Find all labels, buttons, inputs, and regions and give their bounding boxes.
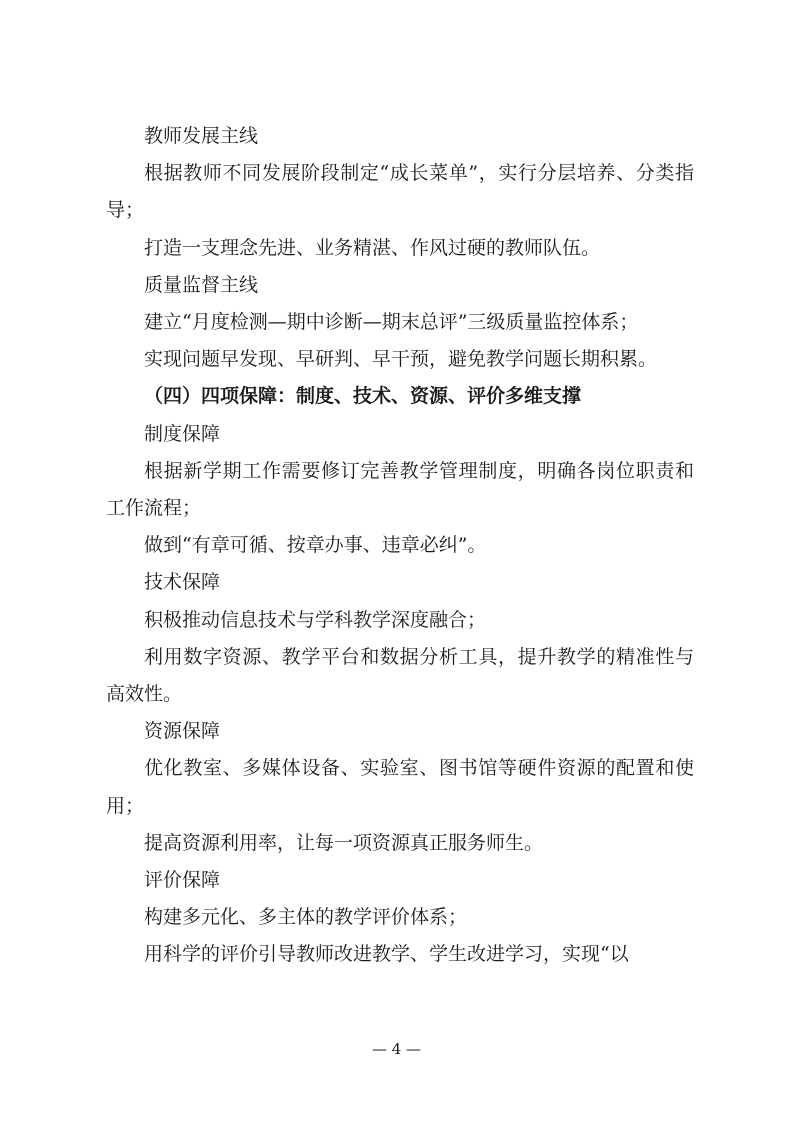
section-heading-four-guarantees: （四）四项保障：制度、技术、资源、评价多维支撑 [144,385,582,408]
subheading-teacher-development: 教师发展主线 [144,125,259,147]
paragraph: 提高资源利用率，让每一项资源真正服务师生。 [144,831,544,854]
paragraph: 做到“有章可循、按章办事、违章必纠”。 [144,534,487,557]
paragraph: 积极推动信息技术与学科教学深度融合； [144,608,487,631]
paragraph: 用科学的评价引导教师改进教学、学生改进学习，实现“以 [144,943,629,966]
paragraph: 优化教室、多媒体设备、实验室、图书馆等硬件资源的配置和使用； [106,757,694,817]
page-number: — 4 — [371,1040,422,1058]
subheading-resource-guarantee: 资源保障 [144,720,221,743]
subheading-technology-guarantee: 技术保障 [144,571,221,594]
paragraph: 建立“月度检测—期中诊断—期末总评”三级质量监控体系； [144,311,639,334]
paragraph: 根据新学期工作需要修订完善教学管理制度，明确各岗位职责和工作流程； [106,459,694,520]
subheading-evaluation-guarantee: 评价保障 [144,869,221,892]
paragraph: 利用数字资源、教学平台和数据分析工具，提升教学的精准性与高效性。 [106,645,694,706]
paragraph: 实现问题早发现、早研判、早干预，避免教学问题长期积累。 [144,348,658,371]
paragraph: 打造一支理念先进、业务精湛、作风过硬的教师队伍。 [144,236,601,259]
document-body [106,118,694,974]
subheading-system-guarantee: 制度保障 [144,422,221,445]
subheading-quality-supervision: 质量监督主线 [144,273,259,296]
paragraph: 构建多元化、多主体的教学评价体系； [144,906,468,929]
paragraph: 根据教师不同发展阶段制定“成长菜单”，实行分层培养、分类指导； [106,162,694,222]
